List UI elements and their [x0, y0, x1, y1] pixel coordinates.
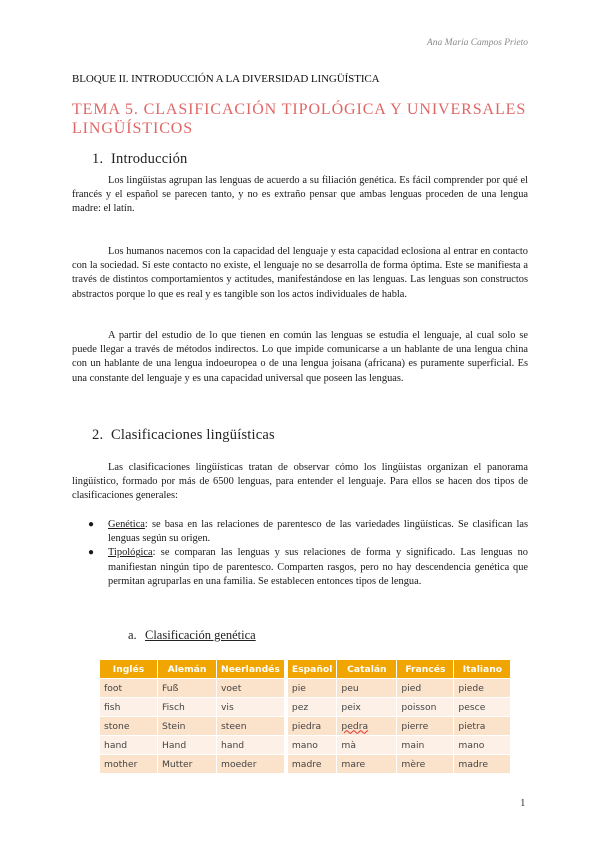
- table-cell: mère: [397, 754, 454, 773]
- table-cell: madre: [454, 754, 511, 773]
- table-cell: Fisch: [158, 697, 217, 716]
- table-cell: voet: [217, 678, 285, 697]
- column-header: Neerlandés: [217, 660, 285, 678]
- table-cell: mano: [288, 735, 338, 754]
- bullet-icon: ●: [88, 547, 95, 559]
- bullet-icon: ●: [88, 519, 95, 530]
- paragraph: Las clasificaciones lingüísticas tratan de observar cómo los lingüistas organizan el panorama lingüístico, formado por más de 6500 lenguas, para entender el lenguaje. Para ellos se hacen dos tipos de clasificaciones generales:: [72, 462, 528, 502]
- column-header: Alemán: [158, 660, 217, 678]
- table-cell: moeder: [217, 754, 285, 773]
- list-text: : se comparan las lenguas y sus relaciones de forma y significado. Las lenguas no manifiestan ningún tipo de parentesco. Comparten rasgos, pero no hay descendencia genética que permitan agruparlas en una familia. Se establecen entonces tipos de lengua.: [108, 547, 528, 587]
- table-header-row: [100, 660, 511, 678]
- table-row: [100, 716, 511, 735]
- table-cell: Stein: [158, 716, 217, 735]
- table-row: [100, 697, 511, 716]
- list-term: Genética: [108, 519, 145, 530]
- table-cell: pie: [288, 678, 338, 697]
- table-cell: hand: [217, 735, 285, 754]
- subsection-title: Clasificación genética: [145, 628, 256, 642]
- topic-title: TEMA 5. CLASIFICACIÓN TIPOLÓGICA Y UNIVERSALES LINGÜÍSTICOS: [72, 101, 527, 137]
- table-cell: piede: [454, 678, 511, 697]
- page-header-author: Ana María Campos Prieto: [426, 38, 528, 48]
- table-cell: main: [397, 735, 454, 754]
- table-cell: Fuß: [158, 678, 217, 697]
- subsection-letter: a.: [128, 628, 137, 642]
- table-cell: Hand: [158, 735, 217, 754]
- list-text: : se basa en las relaciones de parentesco de las variedades lingüísticas. Se clasifican las lenguas según su origen.: [108, 519, 528, 545]
- table-cell: peu: [337, 678, 397, 697]
- list-item-genetica: [72, 518, 528, 546]
- table-row: [100, 735, 511, 754]
- section-number: 2.: [92, 427, 104, 443]
- list-item-tipologica: [72, 546, 528, 589]
- table-cell: steen: [217, 716, 285, 735]
- spellcheck-underlined-word: pedra: [341, 720, 369, 732]
- table-row: [100, 754, 511, 773]
- table-row: [100, 678, 511, 697]
- table-cell: peix: [337, 697, 397, 716]
- table-cell: mà: [337, 735, 397, 754]
- section-title: Clasificaciones lingüísticas: [111, 427, 275, 443]
- table-cell: pez: [288, 697, 338, 716]
- table-cell: stone: [100, 716, 158, 735]
- table-cell: vis: [217, 697, 285, 716]
- paragraph: A partir del estudio de lo que tienen en común las lenguas se estudia el lenguaje, al cual solo se puede llegar a través de métodos indirectos. Lo que impide comunicarse a un hablante de una lengua china con un hablante de una lengua indoeuropea o de una lengua joisana (africana) es puramente superficial. Es una constante del lenguaje y es una capacidad universal que poseen las lenguas.: [72, 330, 528, 384]
- table-cell: foot: [100, 678, 158, 697]
- table-cell: mano: [454, 735, 511, 754]
- table-cell: pesce: [454, 697, 511, 716]
- section-heading-introduccion: [92, 151, 188, 168]
- table-cell: pied: [397, 678, 454, 697]
- section-title: Introducción: [111, 151, 188, 167]
- table-cell: [337, 716, 397, 735]
- table-cell: poisson: [397, 697, 454, 716]
- table-cell: mare: [337, 754, 397, 773]
- table-cell: pierre: [397, 716, 454, 735]
- classification-list: [72, 518, 528, 589]
- column-header: Francés: [397, 660, 454, 678]
- block-title: BLOQUE II. INTRODUCCIÓN A LA DIVERSIDAD LINGÜÍSTICA: [72, 73, 380, 85]
- column-header: Catalán: [337, 660, 397, 678]
- column-header: Italiano: [454, 660, 511, 678]
- table-cell: pietra: [454, 716, 511, 735]
- table-cell: madre: [288, 754, 338, 773]
- table-cell: fish: [100, 697, 158, 716]
- paragraph: Los humanos nacemos con la capacidad del lenguaje y esta capacidad eclosiona al entrar en contacto con la sociedad. Si este contacto no existe, el lenguaje no se desarrolla de forma óptima. Este se manifiesta a través de distintos comportamientos y actitudes, manifestándose en las lenguas. Las lenguas son constructos abstractos porque lo que es real y es tangible son los actos individuales de habla.: [72, 246, 528, 300]
- table-cell: piedra: [288, 716, 338, 735]
- list-term: Tipológica: [108, 547, 153, 559]
- section-heading-clasificaciones: [92, 427, 275, 444]
- genetic-classification-table: [100, 660, 511, 773]
- table-cell: mother: [100, 754, 158, 773]
- table-cell: hand: [100, 735, 158, 754]
- section-number: 1.: [92, 151, 104, 167]
- subsection-heading: [128, 628, 256, 643]
- column-header: Español: [288, 660, 338, 678]
- paragraph: Los lingüistas agrupan las lenguas de acuerdo a su filiación genética. Es fácil comprender por qué el francés y el español se parecen tanto, y no es extraño pensar que ambas lenguas proceden de una lengua madre: el latín.: [72, 175, 528, 215]
- table-cell: Mutter: [158, 754, 217, 773]
- page-number: 1: [520, 797, 526, 809]
- column-header: Inglés: [100, 660, 158, 678]
